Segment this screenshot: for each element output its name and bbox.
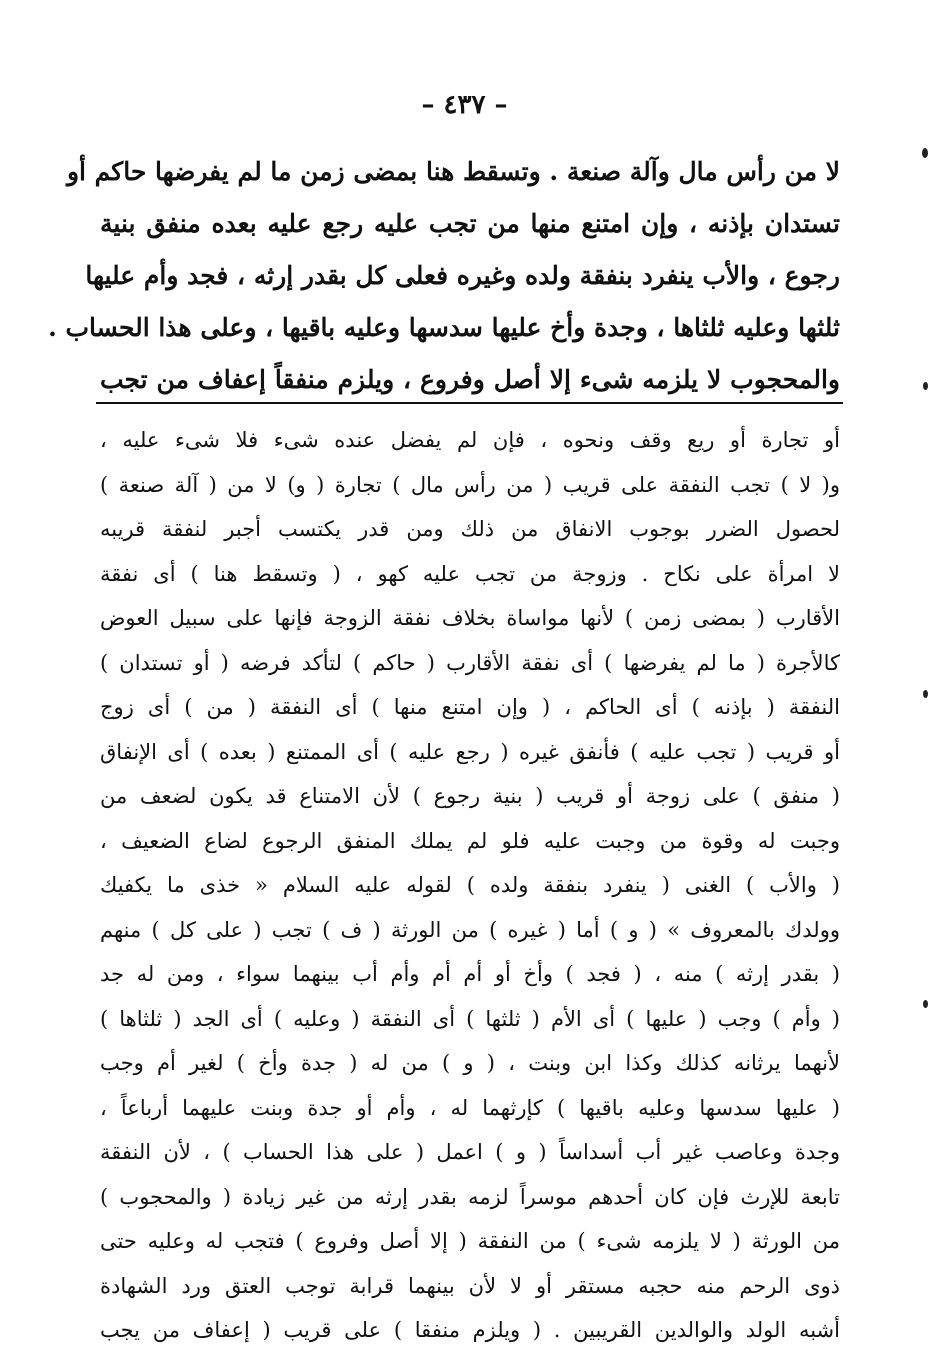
main-text-line: تستدان بإذنه ، وإن امتنع منها من تجب عليه رجع عليه بعده منفق بنية: [100, 209, 840, 238]
commentary-line: وولدك بالمعروف » ( و ) أما ( غيره ) من الورثة ( ف ) تجب ( على كل ) منهم: [100, 917, 840, 942]
commentary-line: أو قريب ( تجب عليه ) فأنفق غيره ( رجع عليه ) أى الممتنع ( بعده ) أى الإنفاق: [100, 739, 840, 764]
main-text-line: والمحجوب لا يلزمه شىء إلا أصل وفروع ، ويلزم منفقاً إعفاف من تجب: [100, 365, 840, 394]
commentary-line: تابعة للإرث فإن كان أحدهم موسراً لزمه بقدر إرثه من غير زيادة ( والمحجوب ): [100, 1184, 840, 1209]
scan-mark: [922, 148, 928, 158]
main-text-line: لا من رأس مال وآلة صنعة . وتسقط هنا بمضى زمن ما لم يفرضها حاكم أو: [66, 157, 840, 186]
commentary-line: ( والأب ) الغنى ( ينفرد بنفقة ولده ) لقوله عليه السلام « خذى ما يكفيك: [100, 873, 840, 897]
commentary-line: ذوى الرحم منه حجبه مستقر أو لا لأن بينهما قرابة توجب العتق ورد الشهادة: [100, 1273, 840, 1298]
commentary-line: وجبت له وقوة من وجبت عليه فلو لم يملك المنفق الرجوع لضاع الضعيف ،: [100, 828, 840, 853]
scan-mark: [923, 690, 928, 698]
commentary-line: ( وأم ) وجب ( عليها ) أى الأم ( ثلثها ) أى النفقة ( وعليه ) أى الجد ( ثلثاها ): [100, 1006, 840, 1031]
scan-mark: [923, 1000, 928, 1008]
commentary-line: أشبه الولد والوالدين القريبين . ( ويلزم منفقا ) على قريب ( إعفاف من يجب: [100, 1318, 840, 1342]
commentary-line: ( بقدر إرثه ) منه ، ( فجد ) وأخ أو أم أم وأم أب بينهما سواء ، ومن له جد: [100, 962, 840, 986]
main-text-line: ثلثها وعليه ثلثاها ، وجدة وأخ عليها سدسها وعليه باقيها ، وعلى هذا الحساب .: [48, 313, 840, 342]
main-text-block: [48, 146, 840, 406]
commentary-line: كالأجرة ( ما لم يفرضها ) أى نفقة الأقارب ( حاكم ) لتأكد فرضه ( أو تستدان ): [100, 650, 840, 675]
commentary-line: من الورثة ( لا يلزمه شىء ) من النفقة ( إلا أصل وفروع ) فتجب له وعليه حتى: [100, 1229, 840, 1253]
section-divider: [96, 402, 843, 404]
commentary-line: لأنهما يرثانه كذلك وكذا ابن وبنت ، ( و ) من له ( جدة وأخ ) لغير أم وجب: [100, 1051, 840, 1075]
commentary-line: و( لا ) تجب النفقة على قريب ( من رأس مال ) تجارة ( و) لا من ( آلة صنعة ): [100, 472, 840, 497]
commentary-line: النفقة ( بإذنه ) أى الحاكم ، ( وإن امتنع منها ) أى النفقة ( من ) أى زوج: [100, 695, 840, 719]
scan-mark: [923, 382, 928, 390]
commentary-block: [100, 418, 840, 1353]
commentary-line: ( منفق ) على زوجة أو قريب ( بنية رجوع ) لأن الامتناع قد يكون لضعف من: [100, 784, 840, 808]
commentary-line: أو تجارة أو ريع وقف ونحوه ، فإن لم يفضل عنده شىء فلا شىء عليه ،: [100, 428, 840, 452]
commentary-line: لا امرأة على نكاح . وزوجة من تجب عليه كهو ، ( وتسقط هنا ) أى نفقة: [100, 561, 840, 586]
page-number: – ٤٣٧ –: [421, 90, 508, 120]
commentary-line: الأقارب ( بمضى زمن ) لأنها مواساة بخلاف نفقة الزوجة فإنها على سبيل العوض: [100, 606, 840, 630]
commentary-line: لحصول الضرر بوجوب الانفاق من ذلك ومن قدر يكتسب أجبر لنفقة قريبه: [100, 517, 840, 541]
main-text-line: رجوع ، والأب ينفرد بنفقة ولده وغيره فعلى كل بقدر إرثه ، فجد وأم عليها: [85, 261, 840, 290]
commentary-line: ( عليها سدسها وعليه باقيها ) كإرثهما له ، وأم أو جدة وبنت عليهما أرباعاً ،: [100, 1095, 840, 1120]
commentary-line: وجدة وعاصب غير أب أسداساً ( و ) اعمل ( على هذا الحساب ) ، لأن النفقة: [100, 1140, 840, 1164]
